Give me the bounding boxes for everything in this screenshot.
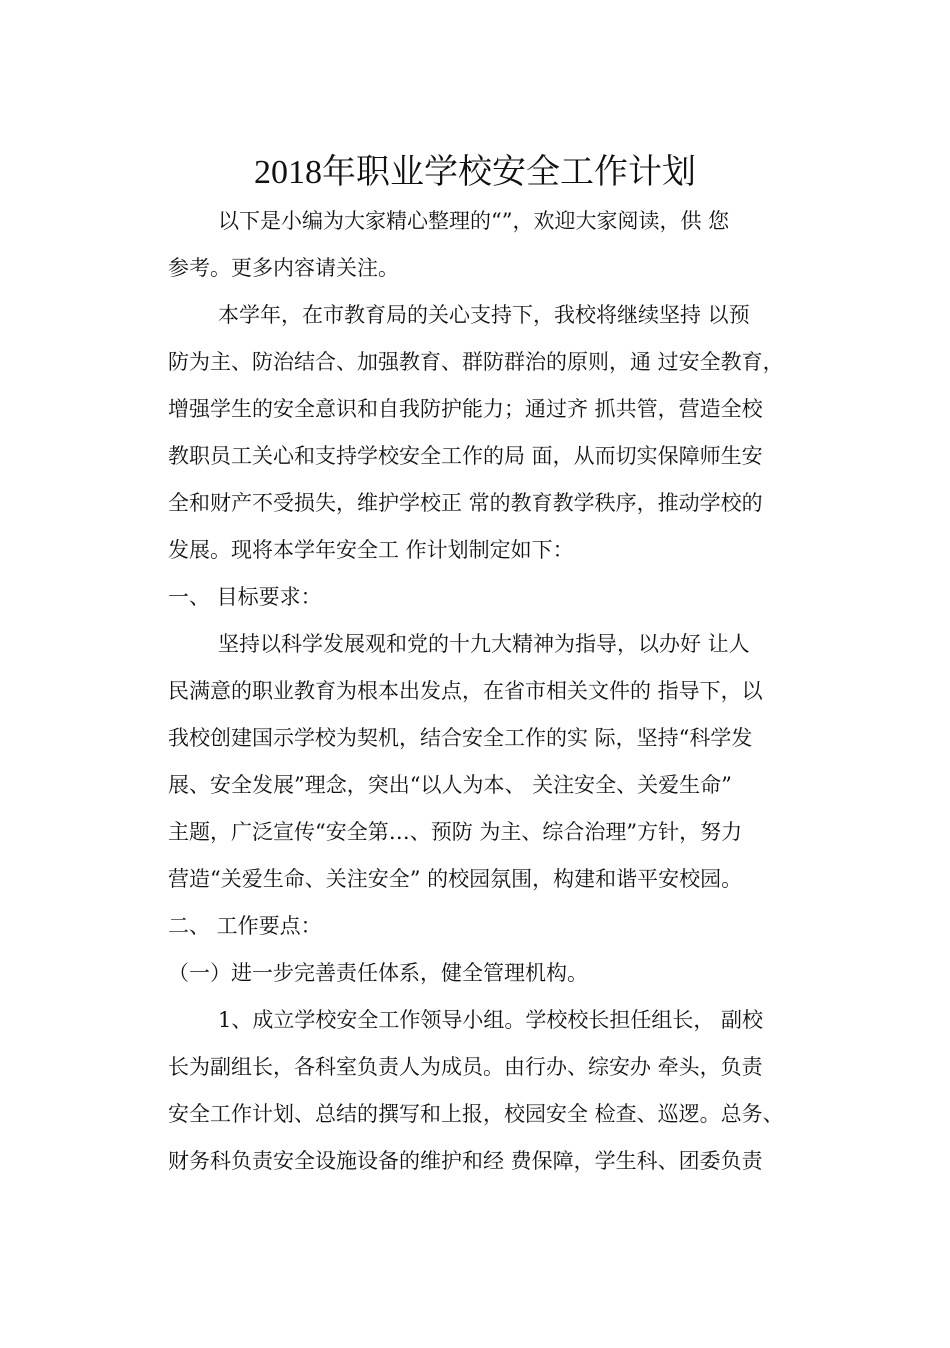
section-heading: 二、 工作要点： [168, 914, 322, 938]
paragraph-line: 营造“关爱生命、关注安全” 的校园氛围，构建和谐平安校园。 [168, 867, 743, 891]
paragraph-line: 坚持以科学发展观和党的十九大精神为指导，以办好 让人 [218, 632, 750, 656]
document-title: 2018年职业学校安全工作计划 [254, 154, 696, 191]
paragraph-line: 全和财产不受损失，维护学校正 常的教育教学秩序，推动学校的 [168, 491, 763, 515]
paragraph-line: 本学年，在市教育局的关心支持下，我校将继续坚持 以预 [218, 303, 750, 327]
paragraph-line: 参考。更多内容请关注。 [168, 256, 399, 280]
paragraph-line: 我校创建国示学校为契机，结合安全工作的实 际，坚持“科学发 [168, 726, 753, 750]
paragraph-line: 民满意的职业教育为根本出发点，在省市相关文件的 指导下，以 [168, 679, 763, 703]
paragraph-line: 财务科负责安全设施设备的维护和经 费保障，学生科、团委负责 [168, 1149, 763, 1173]
paragraph-line: 1、成立学校安全工作领导小组。学校校长担任组长， 副校 [218, 1008, 764, 1032]
subsection-heading: （一）进一步完善责任体系，健全管理机构。 [168, 961, 588, 985]
paragraph-line: 展、安全发展”理念，突出“以人为本、 关注安全、关爱生命” [168, 773, 732, 797]
paragraph-line: 长为副组长，各科室负责人为成员。由行办、综安办 牵头，负责 [168, 1055, 763, 1079]
paragraph-line: 防为主、防治结合、加强教育、群防群治的原则，通 过安全教育， [168, 350, 784, 374]
paragraph-line: 安全工作计划、总结的撰写和上报，校园安全 检查、巡逻。总务、 [168, 1102, 784, 1126]
paragraph-line: 增强学生的安全意识和自我防护能力；通过齐 抓共管，营造全校 [168, 397, 763, 421]
paragraph-line: 以下是小编为大家精心整理的“”，欢迎大家阅读，供 您 [218, 209, 730, 233]
paragraph-line: 发展。现将本学年安全工 作计划制定如下： [168, 538, 574, 562]
paragraph-line: 教职员工关心和支持学校安全工作的局 面，从而切实保障师生安 [168, 444, 763, 468]
paragraph-line: 主题，广泛宣传“安全第…、预防 为主、综合治理”方针，努力 [168, 820, 743, 844]
section-heading: 一、 目标要求： [168, 585, 322, 609]
